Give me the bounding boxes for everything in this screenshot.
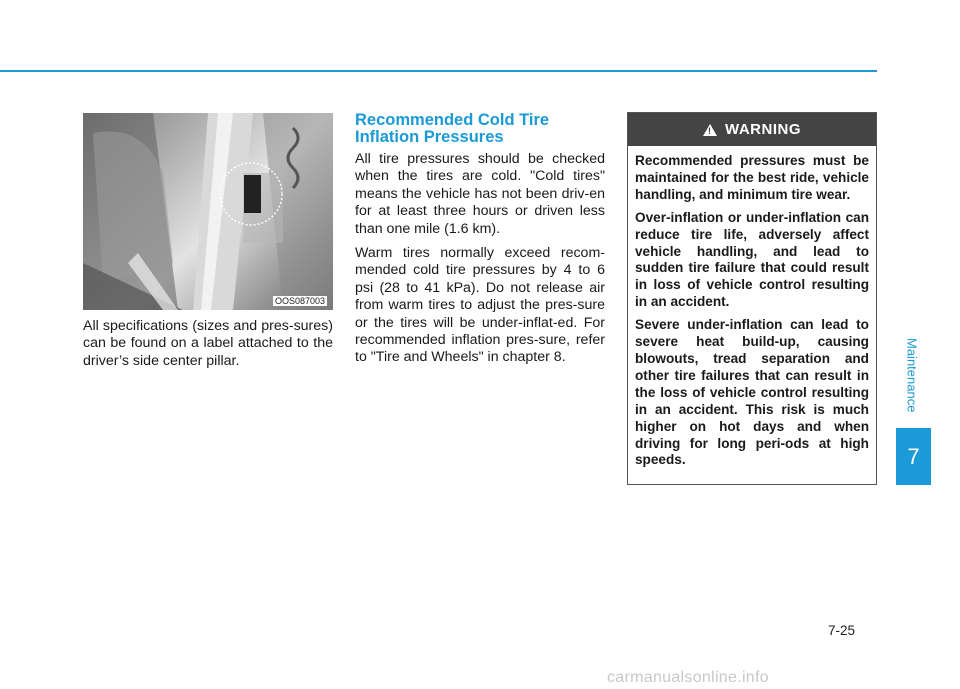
warning-paragraph: Over-inflation or under-inflation can reduce tire life, adversely affect vehicle handling, and lead to sudden tire failure that could result in loss of vehicle control resulting in an accident.: [635, 209, 869, 310]
photo-caption: OOS087003: [275, 296, 326, 306]
watermark: carmanualsonline.info: [607, 669, 769, 686]
page-number: 7-25: [828, 623, 856, 638]
warning-triangle-icon: !: [703, 124, 717, 136]
chapter-tab-label: Maintenance: [904, 337, 920, 413]
cold-tires-paragraph: All tire pressures should be checked when the tires are cold. "Cold tires" means the vehicle has not been driv-en for at least three hours or driven less than one mile (1.6 km).: [355, 151, 605, 237]
section-heading: Recommended Cold Tire Inflation Pressures: [355, 111, 550, 146]
top-rule: [0, 70, 877, 72]
warning-title: WARNING: [725, 121, 801, 138]
label-location-text: All specifications (sizes and pres-sures) can be found on a label attached to the driver’s side center pillar.: [83, 318, 333, 369]
warning-box: [627, 112, 877, 485]
warning-body: [635, 153, 869, 475]
pillar-photo: [83, 113, 333, 310]
warm-tires-paragraph: Warm tires normally exceed recom-mended cold tire pressures by 4 to 6 psi (28 to 41 kPa). Do not release air from warm tires to adjust the pres-sure or the tires will be under-inflat-ed. For recommended inflation pres-sure, refer to "Tire and Wheels" in chapter 8.: [355, 245, 605, 366]
pillar-illustration: [83, 113, 333, 310]
chapter-tab-number: 7: [896, 428, 931, 485]
warning-paragraph: Recommended pressures must be maintained for the best ride, vehicle handling, and minimum tire wear.: [635, 153, 869, 202]
warning-header: [628, 113, 876, 146]
warning-paragraph: Severe under-inflation can lead to severe heat build-up, causing blowouts, tread separation and other tire failures that can result in the loss of vehicle control resulting in an accident. This risk is much higher on hot days and when driving for long peri-ods at high speeds.: [635, 317, 869, 468]
